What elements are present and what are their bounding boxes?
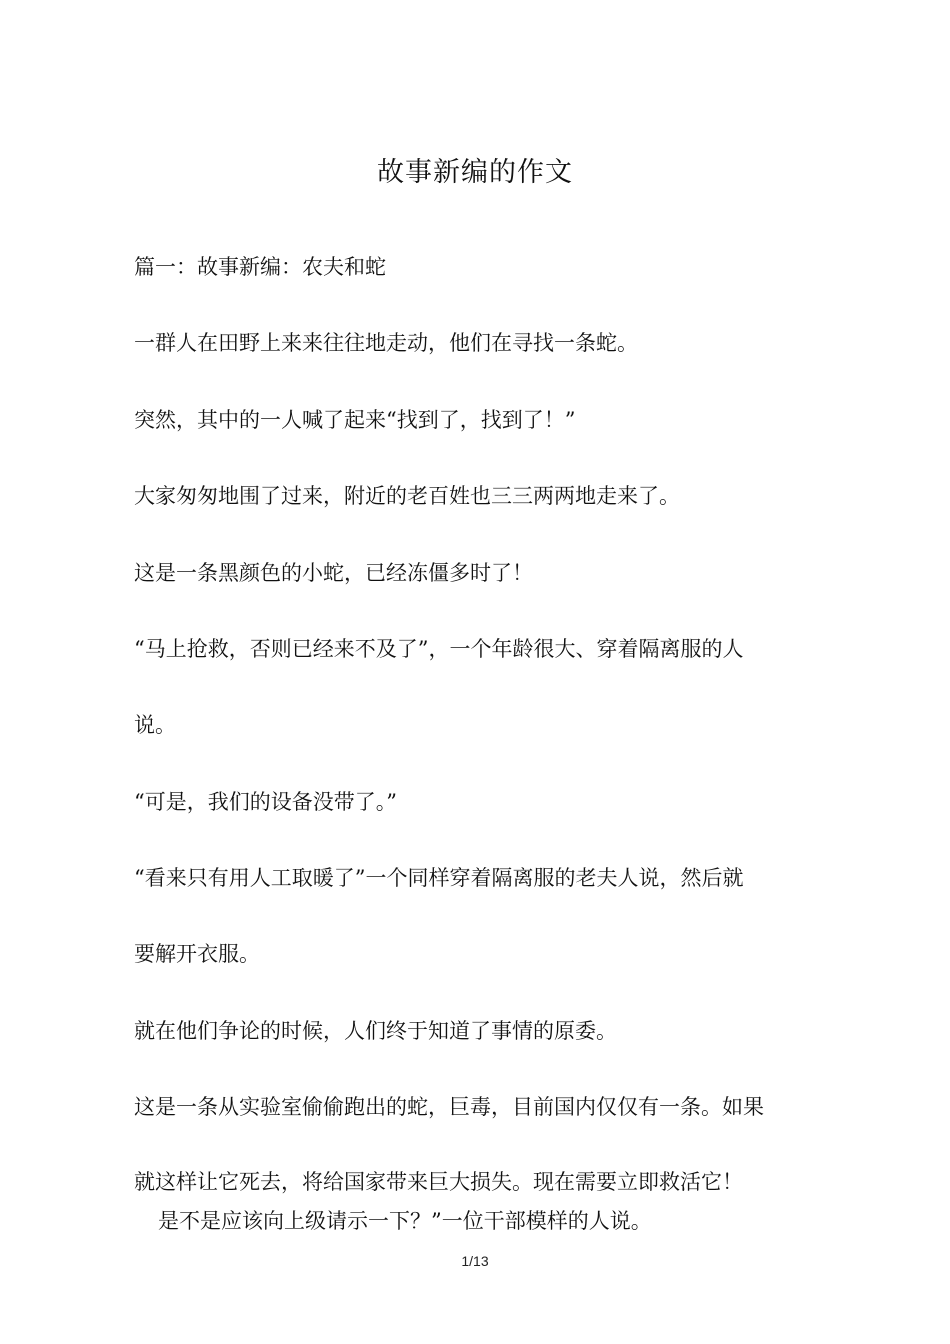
paragraph-line: 这是一条黑颜色的小蛇，已经冻僵多时了！	[134, 561, 533, 585]
paragraph-line: 说。	[134, 713, 176, 737]
paragraph-line: 是不是应该向上级请示一下？”一位干部模样的人说。	[158, 1209, 652, 1233]
paragraph-line: “看来只有用人工取暖了”一个同样穿着隔离服的老夫人说，然后就	[134, 866, 744, 890]
paragraph-line: 这是一条从实验室偷偷跑出的蛇，巨毒，目前国内仅仅有一条。如果	[134, 1095, 764, 1119]
section-heading: 篇一：故事新编：农夫和蛇	[134, 255, 386, 279]
page-number: 1/13	[461, 1253, 489, 1269]
paragraph-line: 就在他们争论的时候，人们终于知道了事情的原委。	[134, 1019, 617, 1043]
paragraph-line: 要解开衣服。	[134, 942, 260, 966]
paragraph-line: “马上抢救，否则已经来不及了”，一个年龄很大、穿着隔离服的人	[134, 637, 744, 661]
paragraph-line: “可是，我们的设备没带了。”	[134, 790, 397, 814]
paragraph-line: 大家匆匆地围了过来，附近的老百姓也三三两两地走来了。	[134, 484, 680, 508]
document-title: 故事新编的作文	[377, 157, 573, 188]
paragraph-line: 一群人在田野上来来往往地走动，他们在寻找一条蛇。	[134, 331, 638, 355]
paragraph-line: 突然，其中的一人喊了起来“找到了，找到了！”	[134, 408, 576, 432]
paragraph-line: 就这样让它死去，将给国家带来巨大损失。现在需要立即救活它！	[134, 1170, 743, 1194]
